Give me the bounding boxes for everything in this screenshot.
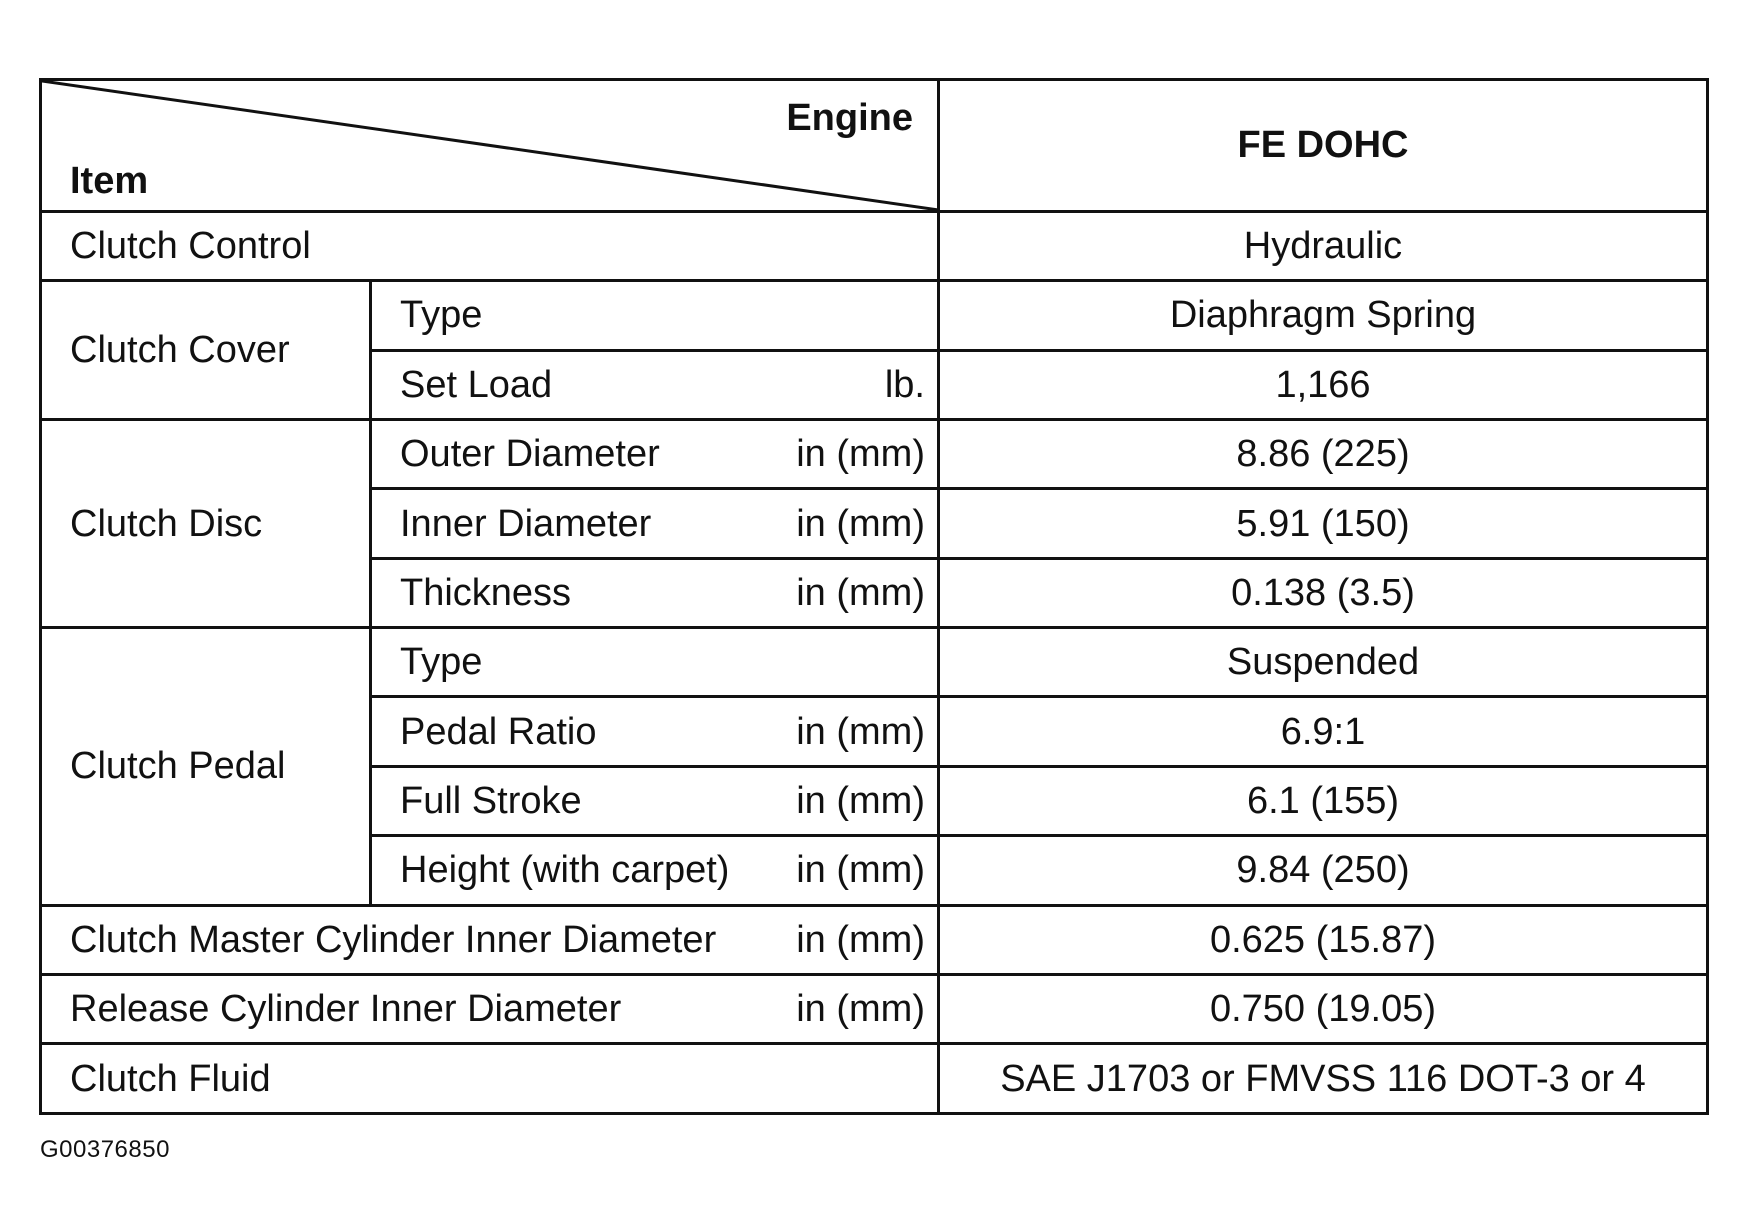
full-stroke-cell (371, 766, 939, 835)
table-row (41, 1044, 1708, 1114)
clutch-cover-type-cell (371, 281, 939, 350)
table-row (41, 628, 1708, 697)
pedal-ratio-value: 6.9:1 (939, 697, 1708, 766)
pedal-type-value: Suspended (939, 628, 1708, 697)
table-row (41, 211, 1708, 280)
pedal-ratio-unit: in (mm) (796, 710, 925, 753)
outer-diameter-value: 8.86 (225) (939, 419, 1708, 488)
clutch-control-value: Hydraulic (939, 211, 1708, 280)
clutch-spec-table (39, 78, 1709, 1115)
full-stroke-unit: in (mm) (796, 780, 925, 823)
table-row (41, 905, 1708, 974)
set-load-value: 1,166 (939, 350, 1708, 419)
header-row (41, 80, 1708, 212)
clutch-pedal-label: Clutch Pedal (41, 628, 371, 906)
item-header-label: Item (70, 159, 149, 202)
release-cylinder-value: 0.750 (19.05) (939, 975, 1708, 1044)
full-stroke-label: Full Stroke (400, 780, 582, 823)
table-row (41, 281, 1708, 350)
figure-code: G00376850 (40, 1136, 170, 1163)
release-cylinder-cell (41, 975, 939, 1044)
release-cylinder-label: Release Cylinder Inner Diameter (70, 988, 622, 1031)
thickness-cell (371, 558, 939, 627)
release-cylinder-unit: in (mm) (796, 988, 925, 1031)
set-load-label: Set Load (400, 363, 553, 406)
pedal-height-value: 9.84 (250) (939, 836, 1708, 905)
pedal-ratio-cell (371, 697, 939, 766)
pedal-type-cell (371, 628, 939, 697)
pedal-height-unit: in (mm) (796, 849, 925, 892)
full-stroke-value: 6.1 (155) (939, 766, 1708, 835)
thickness-value: 0.138 (3.5) (939, 558, 1708, 627)
pedal-height-cell (371, 836, 939, 905)
thickness-unit: in (mm) (796, 571, 925, 614)
clutch-cover-label: Clutch Cover (41, 281, 371, 420)
clutch-cover-type-label: Type (400, 294, 483, 337)
master-cylinder-label: Clutch Master Cylinder Inner Diameter (70, 918, 717, 961)
pedal-ratio-label: Pedal Ratio (400, 710, 597, 753)
outer-diameter-label: Outer Diameter (400, 433, 660, 476)
clutch-control-label: Clutch Control (41, 211, 939, 280)
engine-name-header: FE DOHC (939, 80, 1708, 212)
set-load-unit: lb. (884, 363, 925, 406)
clutch-cover-type-value: Diaphragm Spring (939, 281, 1708, 350)
pedal-type-label: Type (400, 641, 483, 684)
pedal-height-label: Height (with carpet) (400, 849, 730, 892)
master-cylinder-unit: in (mm) (796, 918, 925, 961)
clutch-disc-label: Clutch Disc (41, 419, 371, 627)
inner-diameter-label: Inner Diameter (400, 502, 652, 545)
clutch-fluid-value: SAE J1703 or FMVSS 116 DOT-3 or 4 (939, 1044, 1708, 1114)
table-row (41, 419, 1708, 488)
inner-diameter-value: 5.91 (150) (939, 489, 1708, 558)
inner-diameter-unit: in (mm) (796, 502, 925, 545)
master-cylinder-value: 0.625 (15.87) (939, 905, 1708, 974)
engine-header-label: Engine (786, 97, 913, 139)
set-load-cell (371, 350, 939, 419)
thickness-label: Thickness (400, 571, 572, 614)
clutch-fluid-label: Clutch Fluid (41, 1044, 939, 1114)
inner-diameter-cell (371, 489, 939, 558)
table-row (41, 975, 1708, 1044)
outer-diameter-unit: in (mm) (796, 433, 925, 476)
outer-diameter-cell (371, 419, 939, 488)
master-cylinder-cell (41, 905, 939, 974)
header-corner-cell (41, 80, 939, 212)
